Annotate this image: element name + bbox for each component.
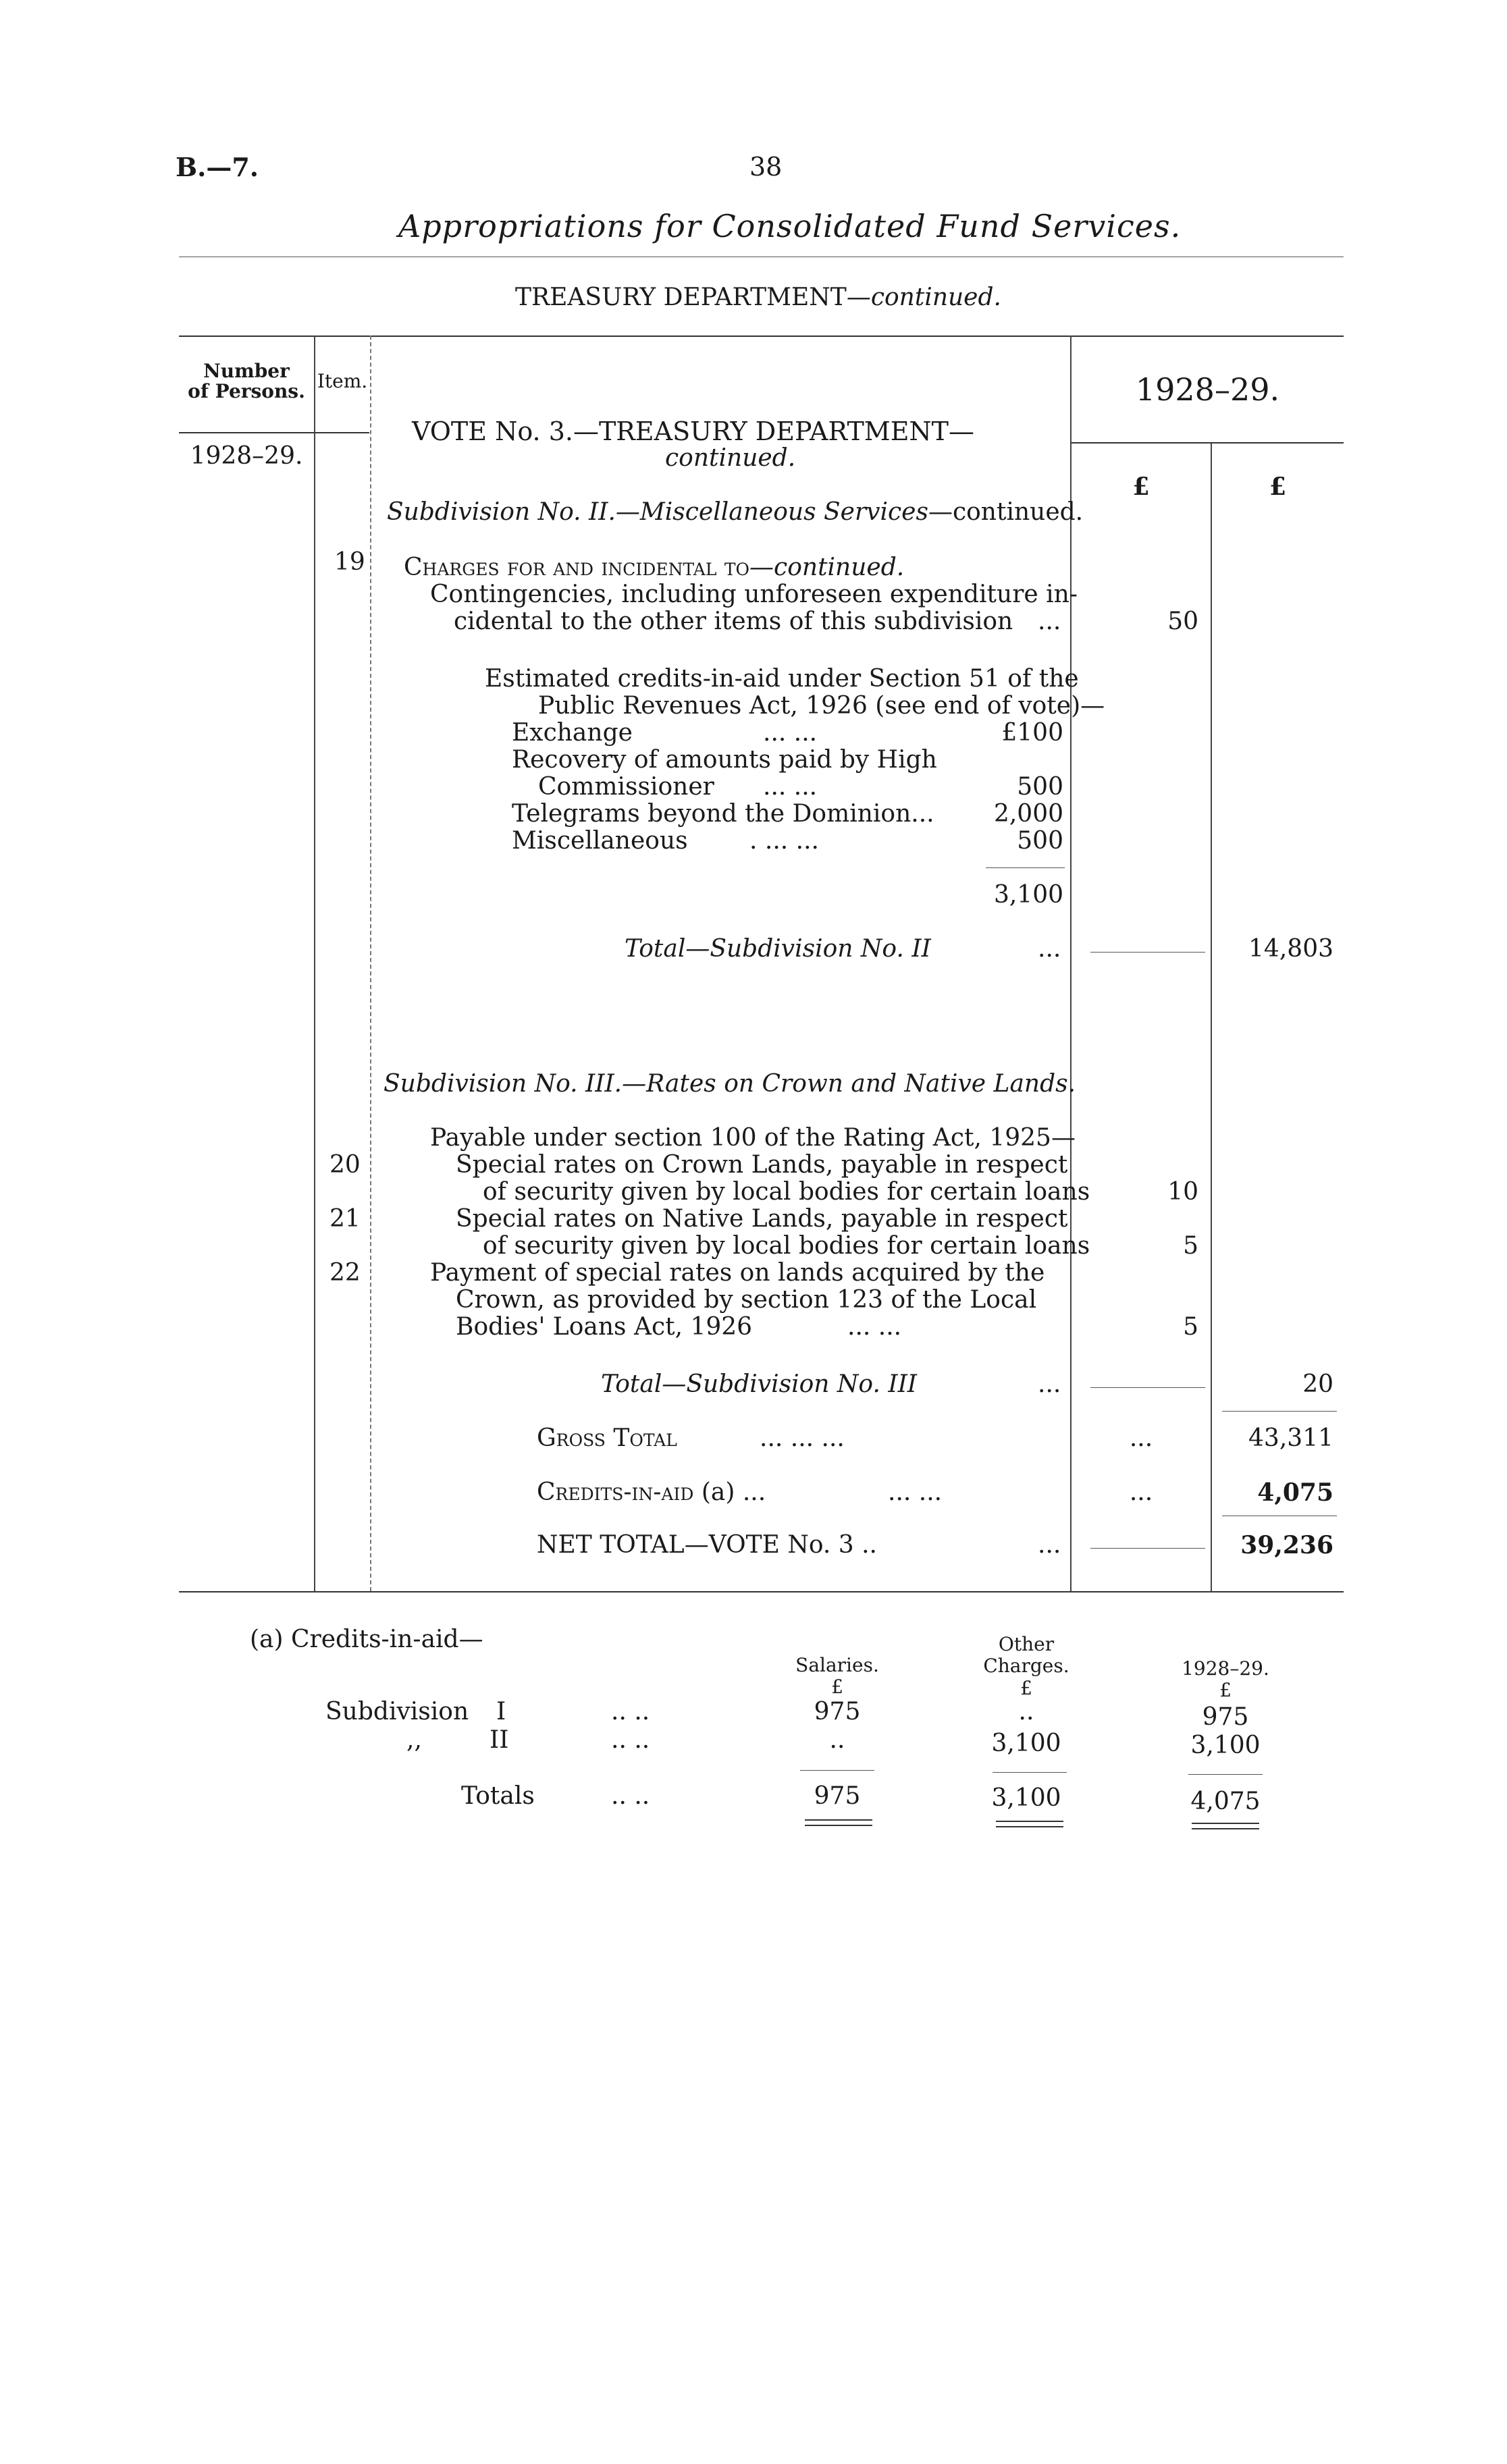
footnote-row-i-roman: I [496, 1698, 506, 1725]
contingencies-amount: 50 [1167, 608, 1198, 635]
item-21-line2: of security given by local bodies for certain loans [483, 1232, 1090, 1260]
item-22-line1: Payment of special rates on lands acquired by the [430, 1259, 1045, 1287]
net-total-dash [1090, 1548, 1205, 1549]
subdivision-ii-total-dots: ... [1038, 935, 1061, 963]
credits-in-aid-row [537, 1478, 766, 1506]
page-number: 38 [749, 152, 783, 182]
header-rule-left [179, 432, 314, 433]
estimated-credits-line2: Public Revenues Act, 1926 (see end of vote)— [538, 692, 1105, 720]
credit-label-recovery: Recovery of amounts paid by High [512, 746, 937, 774]
footnote-header-salaries: Salaries. [795, 1654, 879, 1676]
footnote-row-i-salaries: 975 [814, 1698, 861, 1725]
net-total-label: NET TOTAL—VOTE No. 3 .. [537, 1531, 877, 1559]
page-title: Appropriations for Consolidated Fund Services. [398, 208, 1182, 244]
footnote-double-rule-salaries-a [805, 1819, 872, 1821]
gross-total-label: Gross Total [537, 1424, 677, 1452]
subdivision-ii-total-dash [1090, 952, 1205, 953]
subdivision-ii-total-amount: 14,803 [1248, 935, 1333, 963]
footnote-row-ii-salaries: .. [829, 1726, 845, 1754]
footnote-pound-salaries: £ [831, 1676, 843, 1698]
contingencies-line2: cidental to the other items of this subdivision [454, 608, 1013, 635]
credit-amount-exchange: £100 [1001, 719, 1063, 747]
credit-amount-miscellaneous: 500 [1017, 827, 1063, 855]
footnote-double-rule-salaries-b [805, 1825, 872, 1826]
footnote-header-year: 1928–29. [1182, 1657, 1269, 1680]
credits-in-aid-label: Credits-in-aid [537, 1478, 694, 1506]
footnote-title: (a) Credits-in-aid— [250, 1626, 483, 1653]
contingencies-line1: Contingencies, including unforeseen expenditure in- [430, 581, 1078, 608]
footnote-totals-label: Totals [461, 1782, 535, 1810]
item-20-amount: 10 [1167, 1178, 1198, 1206]
footnote-row-ii-other: 3,100 [991, 1730, 1061, 1757]
subdivision-ii-continued: —continued. [928, 498, 1084, 526]
subdivision-iii-total-amount: 20 [1302, 1370, 1333, 1398]
item-22-dots: ... ... [847, 1313, 902, 1341]
subdivision-ii-title: Subdivision No. II.—Miscellaneous Services [387, 498, 928, 526]
table-top-rule [179, 336, 1344, 337]
header-rule-item [315, 432, 369, 433]
credit-amount-telegrams: 2,000 [993, 800, 1063, 828]
footnote-double-rule-other-a [996, 1821, 1063, 1822]
column-divider-number [314, 336, 315, 1591]
footnote-row-ii-label: ,, [406, 1726, 422, 1754]
footnote-sum-rule-salaries [800, 1770, 874, 1771]
pound-header-2: £ [1269, 473, 1287, 501]
footnote-row-i-year: 975 [1202, 1703, 1249, 1731]
footnote-totals-other: 3,100 [991, 1784, 1061, 1812]
net-total-dots: ... [1038, 1531, 1061, 1559]
gross-total-mid: ... [1129, 1424, 1153, 1452]
footnote-pound-other: £ [1020, 1677, 1032, 1699]
gross-total-dots: ... ... ... [760, 1424, 845, 1452]
footnote-totals-dots: .. .. [611, 1782, 650, 1810]
credit-dots-exchange: ... ... [763, 719, 818, 747]
item-number-22: 22 [329, 1259, 361, 1287]
credits-in-aid-amount: 4,075 [1257, 1478, 1333, 1507]
item-number-19: 19 [334, 548, 365, 576]
credit-amount-commissioner: 500 [1017, 773, 1063, 801]
subdivision-iii-total-dots: ... [1038, 1370, 1061, 1398]
item-number-21: 21 [329, 1205, 361, 1233]
footnote-double-rule-year-b [1192, 1828, 1259, 1829]
footnote-row-i-dots: .. .. [611, 1698, 650, 1725]
credit-label-miscellaneous: Miscellaneous [512, 827, 688, 855]
column-header-item: Item. [317, 370, 368, 392]
table-bottom-rule [179, 1591, 1344, 1592]
item-22-amount: 5 [1183, 1313, 1198, 1341]
subdivision-iii-heading: Subdivision No. III.—Rates on Crown and Native Lands. [384, 1070, 1076, 1098]
column-header-number [179, 361, 314, 402]
credits-in-aid-note: (a) ... [701, 1478, 766, 1506]
item-21-line1: Special rates on Native Lands, payable in respect [456, 1205, 1068, 1233]
charges-continued: —continued. [749, 554, 905, 581]
column-header-year-right: 1928–29. [1135, 371, 1280, 408]
footnote-pound-year: £ [1219, 1679, 1232, 1701]
subdivision-iii-total-label: Total—Subdivision No. III [601, 1370, 918, 1398]
subdivision-ii-total-label: Total—Subdivision No. II [625, 935, 931, 963]
item-20-line2: of security given by local bodies for certain loans [483, 1178, 1090, 1206]
footnote-row-i-other: .. [1018, 1698, 1034, 1725]
item-20-line1: Special rates on Crown Lands, payable in respect [456, 1151, 1068, 1179]
estimated-credits-line1: Estimated credits-in-aid under Section 51 of the [485, 665, 1079, 693]
footnote-header-other-line1: Other [998, 1633, 1055, 1655]
column-header-year-left: 1928–29. [190, 442, 303, 470]
vote-continued: continued. [665, 444, 796, 472]
credit-dots-miscellaneous: . ... ... [749, 827, 819, 855]
credit-dots-commissioner: ... ... [763, 773, 818, 801]
footnote-row-ii-year: 3,100 [1190, 1732, 1261, 1759]
header-rule-year [1072, 442, 1344, 444]
footnote-header-other-line2: Charges. [983, 1655, 1069, 1677]
footnote-double-rule-year-a [1192, 1823, 1259, 1824]
footnote-row-ii-dots: .. .. [611, 1726, 650, 1754]
credits-in-aid-dots: ... ... [888, 1478, 943, 1506]
rating-act-line: Payable under section 100 of the Rating Act, 1925— [430, 1124, 1076, 1152]
department-continued: —continued. [846, 284, 1001, 311]
footnote-sum-rule-year [1188, 1774, 1263, 1775]
charges-heading [404, 554, 904, 581]
subdivision-iii-total-dash [1090, 1387, 1205, 1388]
item-22-line3: Bodies' Loans Act, 1926 [456, 1313, 753, 1341]
department-name: TREASURY DEPARTMENT [515, 284, 847, 311]
credits-total: 3,100 [993, 881, 1063, 909]
credits-sum-rule [986, 867, 1065, 868]
credit-label-commissioner: Commissioner [538, 773, 714, 801]
number-header-line1: Number [203, 360, 290, 382]
footnote-row-i-label: Subdivision [325, 1698, 469, 1725]
subdivision-ii-heading [387, 498, 1083, 526]
footnote-totals-year: 4,075 [1190, 1788, 1261, 1815]
vote-title: VOTE No. 3.—TREASURY DEPARTMENT— [412, 417, 975, 446]
gross-total-amount: 43,311 [1248, 1424, 1333, 1452]
footnote-row-ii-roman: II [490, 1726, 509, 1754]
footnote-sum-rule-other [993, 1772, 1067, 1773]
net-total-amount: 39,236 [1240, 1531, 1333, 1559]
department-heading [515, 284, 1001, 311]
footnote-header-other [959, 1634, 1094, 1677]
document-reference: B.—7. [176, 152, 259, 182]
item-22-line2: Crown, as provided by section 123 of the Local [456, 1286, 1037, 1314]
item-21-amount: 5 [1183, 1232, 1198, 1260]
charges-title: Charges for and incidental to [404, 554, 750, 581]
credit-label-telegrams: Telegrams beyond the Dominion... [512, 800, 934, 828]
item-number-20: 20 [329, 1151, 361, 1179]
pound-header-1: £ [1132, 473, 1150, 501]
column-divider-amount [1211, 442, 1212, 1591]
gross-total-top-rule [1222, 1411, 1337, 1412]
number-header-line2: of Persons. [188, 380, 305, 402]
contingencies-dots: ... [1038, 608, 1061, 635]
credit-label-exchange: Exchange [512, 719, 633, 747]
footnote-double-rule-other-b [996, 1826, 1063, 1827]
credits-in-aid-mid: ... [1129, 1478, 1153, 1506]
column-divider-item [370, 336, 371, 1591]
footnote-totals-salaries: 975 [814, 1782, 861, 1810]
